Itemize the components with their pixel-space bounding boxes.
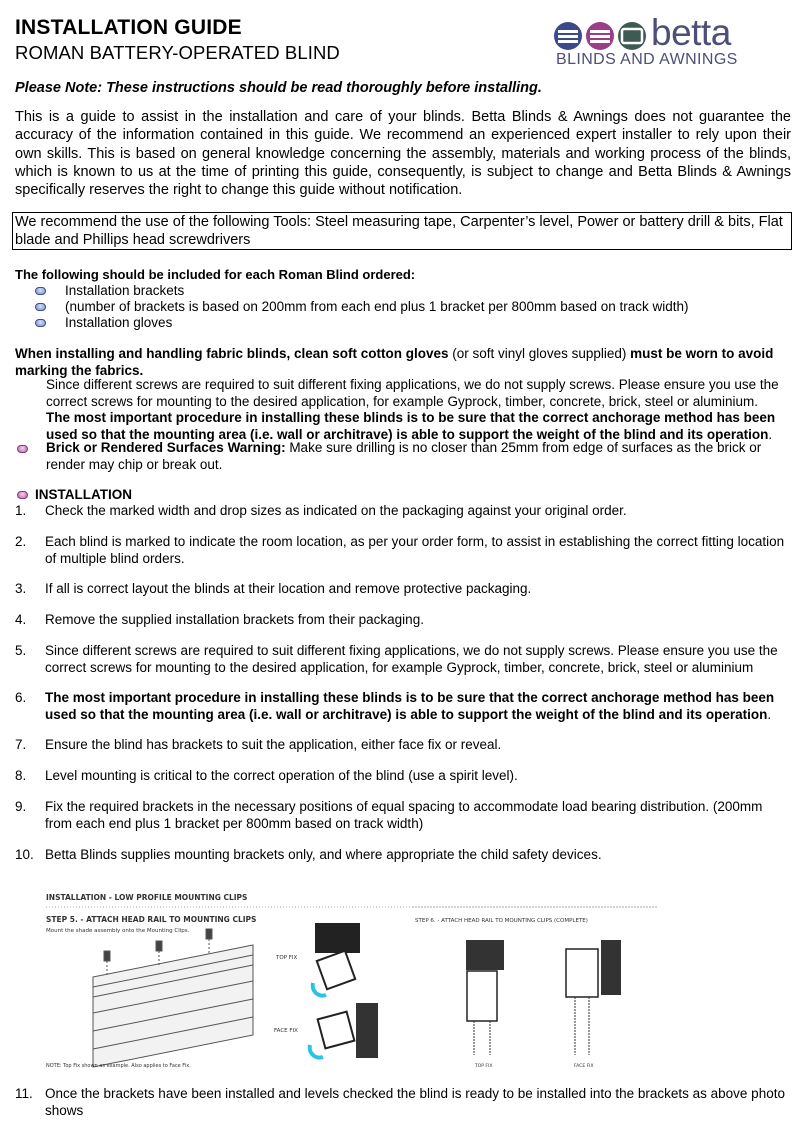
step5-subtitle: Mount the shade assembly onto the Mounting Clips. <box>46 928 190 934</box>
page-title: INSTALLATION GUIDE <box>15 16 242 39</box>
top-fix-label: TOP FIX <box>276 955 298 961</box>
included-item: (number of brackets is based on 200mm from each end plus 1 bracket per 800mm based on track width) <box>65 299 689 314</box>
step-text: Each blind is marked to indicate the room location, as per your order form, to assist in establishing the correct fitting location of multiple blind orders. <box>45 534 785 566</box>
gloves-warning <box>15 346 791 379</box>
figure-heading: INSTALLATION - LOW PROFILE MOUNTING CLIPS <box>46 893 248 902</box>
warning-bullet-icon <box>17 445 28 453</box>
step-text: Since different screws are required to suit different fixing applications, we do not supply screws. Please ensure you use the correct screws for mounting to the desired application, for example Gyprock, timber, concrete, brick, steel or aluminium <box>45 643 778 675</box>
step-number: 2. <box>15 534 27 549</box>
betta-logo <box>553 12 748 73</box>
step-number: 9. <box>15 799 27 814</box>
included-item: Installation brackets <box>65 283 185 298</box>
step-number: 7. <box>15 737 27 752</box>
logo-circles-icon <box>553 19 653 53</box>
face-fix-detail-drawing <box>310 1003 378 1058</box>
blind-assembly-drawing <box>93 929 253 1067</box>
logo-tagline: BLINDS AND AWNINGS <box>556 51 738 68</box>
gloves-bold-2: must be worn to avoid marking the fabrics. <box>15 346 774 378</box>
brick-warning-text: Make sure drilling is no closer than 25mm from edge of surfaces as the brick or render may chip or break out. <box>46 440 762 472</box>
section-bullet-icon <box>17 491 28 499</box>
step5-note: NOTE: Top Fix shown as example. Also applies to Face Fix. <box>46 1063 191 1069</box>
brick-warning <box>46 440 791 473</box>
mounting-clips-figure <box>38 885 663 1075</box>
anchorage-note-text: The most important procedure in installing these blinds is to be sure that the correct anchorage method has been used so that the mounting area (i.e. wall or architrave) is able to support the weight of the blind and its operation <box>46 410 776 442</box>
step6-face-fix-label: FACE FIX <box>574 1064 594 1069</box>
step6-top-fix-label: TOP FIX <box>475 1064 493 1069</box>
step-number: 4. <box>15 612 27 627</box>
top-fix-detail-drawing <box>313 923 360 996</box>
step-text: Betta Blinds supplies mounting brackets only, and where appropriate the child safety devices. <box>45 847 602 862</box>
tools-box: We recommend the use of the following Tools: Steel measuring tape, Carpenter’s level, Power or battery drill & bits, Flat blade and Phillips head screwdrivers <box>12 212 792 250</box>
step6-face-fix-drawing <box>566 940 621 1055</box>
included-item: Installation gloves <box>65 315 173 330</box>
installation-heading: INSTALLATION <box>35 487 132 502</box>
face-fix-label: FACE FIX <box>274 1028 298 1034</box>
step-number: 3. <box>15 581 27 596</box>
step-text: Ensure the blind has brackets to suit the application, either face fix or reveal. <box>45 737 502 752</box>
bullet-icon <box>35 303 46 311</box>
screws-block <box>46 377 791 443</box>
gloves-normal: (or soft vinyl gloves supplied) <box>448 346 631 361</box>
step-number: 10. <box>15 847 34 862</box>
step-text: If all is correct layout the blinds at their location and remove protective packaging. <box>45 581 532 596</box>
step-text: Level mounting is critical to the correct operation of the blind (use a spirit level). <box>45 768 518 783</box>
step-text: The most important procedure in installing these blinds is to be sure that the correct anchorage method has been used so that the mounting area (i.e. wall or architrave) is able to support the weight of the blind and its operation <box>45 690 775 722</box>
anchorage-note: The most important procedure in installing these blinds is to be sure that the correct anchorage method has been used so that the mounting area (i.e. wall or architrave) is able to support the weight of the blind and its operation. <box>46 410 776 442</box>
step-text: Remove the supplied installation brackets from their packaging. <box>45 612 424 627</box>
bullet-icon <box>35 319 46 327</box>
step-number: 1. <box>15 503 27 518</box>
intro-paragraph: This is a guide to assist in the installation and care of your blinds. Betta Blinds & Awnings does not guarantee the accuracy of the information contained in this guide. We recommend an experienced expert installer to rely upon their own skills. This is based on general knowledge concerning the assembly, materials and working process of the blinds, which is known to us at the time of printing this guide, consequently, is subject to change and Betta Blinds & Awnings specifically reserves the right to change this guide without notification. <box>15 109 791 199</box>
step-text: Fix the required brackets in the necessary positions of equal spacing to accommodate load bearing distribution. (200mm from each end plus 1 bracket per 800mm based on track width) <box>45 799 763 831</box>
step-number: 6. <box>15 690 27 705</box>
page-subtitle: ROMAN BATTERY-OPERATED BLIND <box>15 42 340 63</box>
screws-note: Since different screws are required to suit different fixing applications, we do not supply screws. Please ensure you use the correct screws for mounting to the desired application, for example Gyprock, timber, concrete, brick, steel or aluminium. <box>46 377 779 409</box>
step-number: 8. <box>15 768 27 783</box>
step-number: 11. <box>15 1086 33 1101</box>
gloves-bold-1: When installing and handling fabric blinds, clean soft cotton gloves <box>15 346 449 361</box>
read-note: Please Note: These instructions should be read thoroughly before installing. <box>15 80 542 96</box>
step-text: Once the brackets have been installed and levels checked the blind is ready to be installed into the brackets as above photo shows <box>45 1086 785 1118</box>
included-heading: The following should be included for each Roman Blind ordered: <box>15 267 416 282</box>
logo-wordmark: betta <box>651 12 731 53</box>
step5-title: STEP 5. - ATTACH HEAD RAIL TO MOUNTING CLIPS <box>46 915 257 924</box>
bullet-icon <box>35 287 46 295</box>
step6-top-fix-drawing <box>466 940 504 1055</box>
brick-warning-label: Brick or Rendered Surfaces Warning: <box>46 440 286 455</box>
step-text: Check the marked width and drop sizes as indicated on the packaging against your original order. <box>45 503 627 518</box>
step6-title: STEP 6. - ATTACH HEAD RAIL TO MOUNTING CLIPS (COMPLETE) <box>415 918 588 924</box>
step-text-wrap: The most important procedure in installing these blinds is to be sure that the correct anchorage method has been used so that the mounting area (i.e. wall or architrave) is able to support the weight of the blind and its operation. <box>45 690 775 722</box>
step-number: 5. <box>15 643 27 658</box>
